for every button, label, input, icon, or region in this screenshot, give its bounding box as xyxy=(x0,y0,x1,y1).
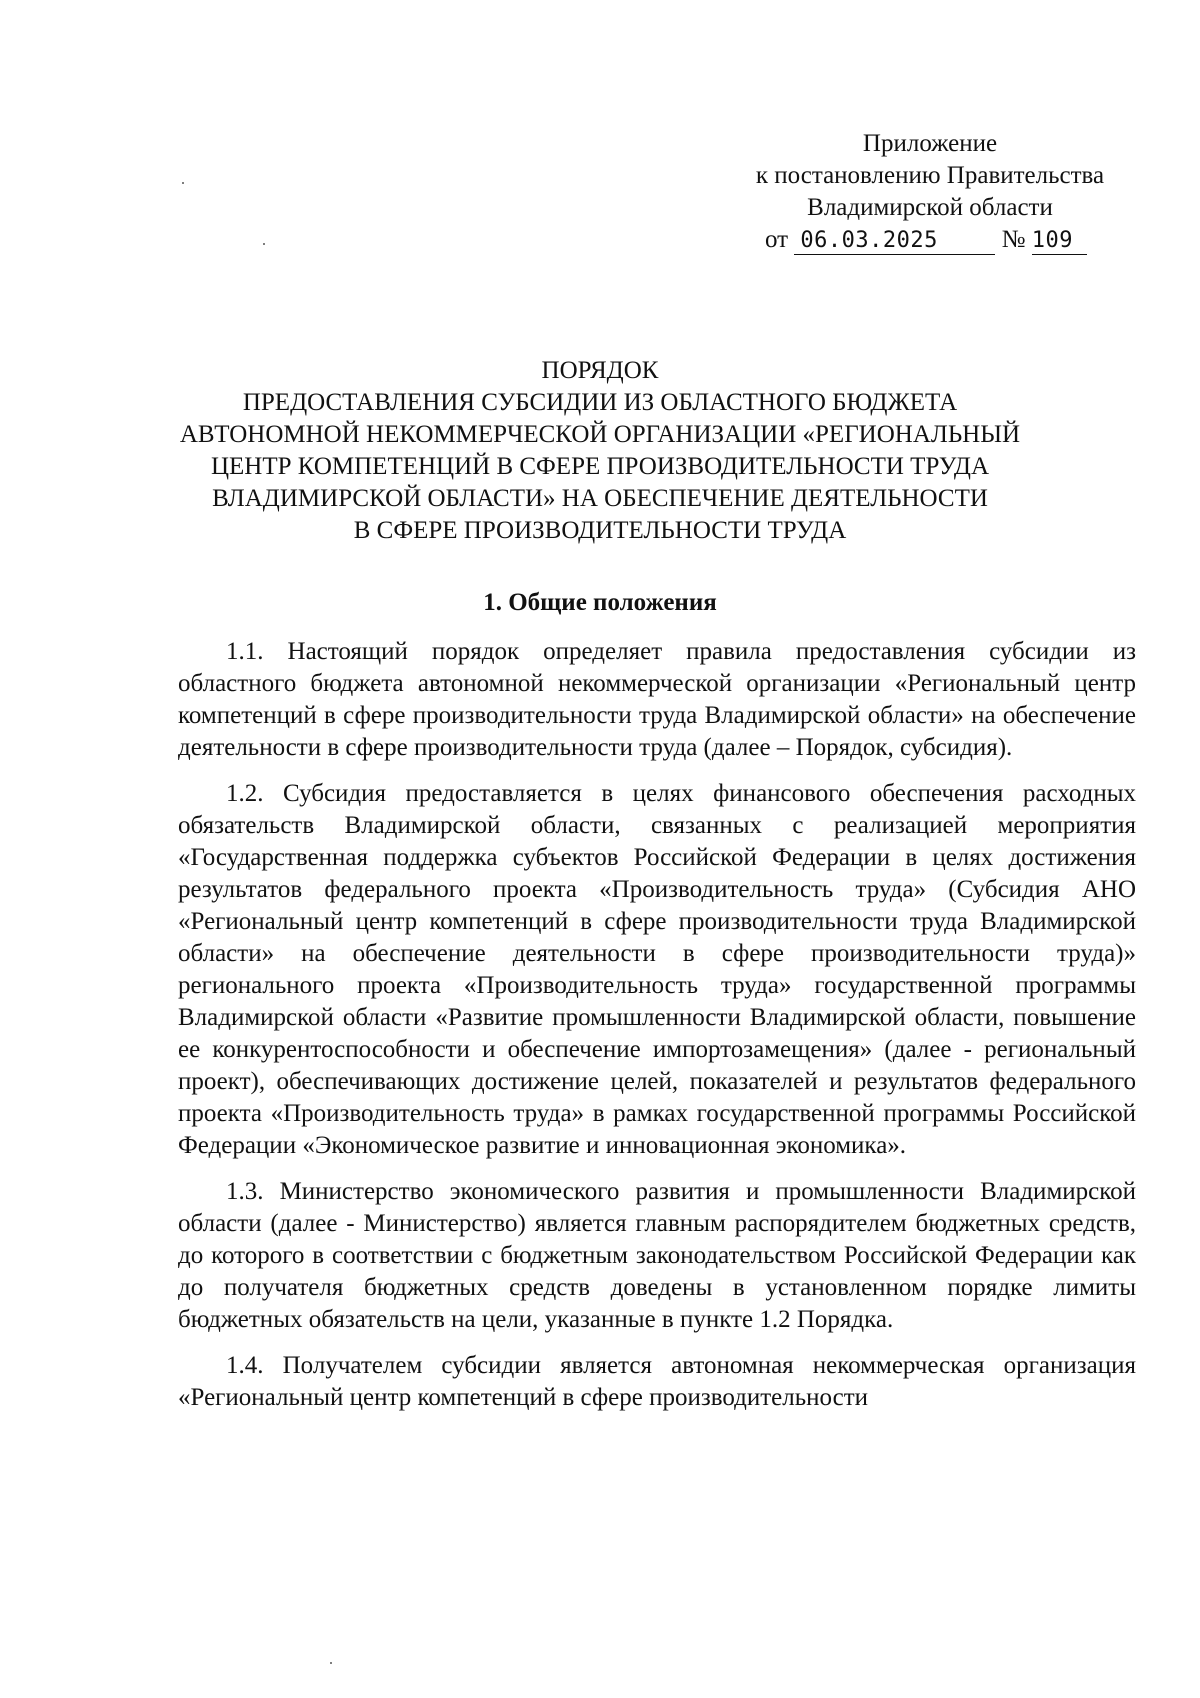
scan-speck xyxy=(263,243,265,245)
scan-speck xyxy=(182,182,184,184)
section-heading: 1. Общие положения xyxy=(483,589,717,616)
paragraph-1-1: 1.1. Настоящий порядок определяет правила предоставления субсидии из областного бюджета автономной некоммерческой организации «Региональный центр компетенций в сфере производительности труда Владимирской области» на обеспечение деятельности в сфере производительности труда (далее – Порядок, субсидия). xyxy=(178,638,1136,761)
appendix-date-number-row xyxy=(720,224,1140,256)
paragraph-1-4: 1.4. Получателем субсидии является автономная некоммерческая организация «Региональный центр компетенций в сфере производительности xyxy=(178,1352,1136,1411)
document-body xyxy=(178,636,1136,1428)
title-line: АВТОНОМНОЙ НЕКОММЕРЧЕСКОЙ ОРГАНИЗАЦИИ «РЕГИОНАЛЬНЫЙ xyxy=(179,421,1021,448)
scan-speck xyxy=(330,1662,332,1664)
appendix-label: Приложение xyxy=(862,130,998,157)
number-field: 109 xyxy=(1032,228,1087,255)
appendix-region-line: Владимирской области xyxy=(807,194,1053,221)
paragraph-1-2: 1.2. Субсидия предоставляется в целях финансового обеспечения расходных обязательств Владимирской области, связанных с реализацией мероприятия «Государственная поддержка субъектов Российской Федерации в целях достижения результатов федерального проекта «Производительность труда» (Субсидия АНО «Региональный центр компетенций в сфере производительности труда Владимирской области» на обеспечение деятельности в сфере производительности труда)» регионального проекта «Производительность труда» государственной программы Владимирской области «Развитие промышленности Владимирской области, повышение ее конкурентоспособности и обеспечение импортозамещения» (далее - региональный проект), обеспечивающих достижение целей, показателей и результатов федерального проекта «Производительность труда» в рамках государственной программы Российской Федерации «Экономическое развитие и инновационная экономика». xyxy=(178,780,1136,1159)
paragraph-1-3: 1.3. Министерство экономического развития и промышленности Владимирской области (далее - Министерство) является главным распорядителем бюджетных средств, до которого в соответствии с бюджетным законодательством Российской Федерации как до получателя бюджетных средств доведены в установленном порядке лимиты бюджетных обязательств на цели, указанные в пункте 1.2 Порядка. xyxy=(178,1178,1136,1333)
title-line: ЦЕНТР КОМПЕТЕНЦИЙ В СФЕРЕ ПРОИЗВОДИТЕЛЬНОСТИ ТРУДА xyxy=(210,453,990,480)
date-prefix: от xyxy=(765,226,789,253)
title-line: В СФЕРЕ ПРОИЗВОДИТЕЛЬНОСТИ ТРУДА xyxy=(353,517,847,544)
document-title xyxy=(150,355,1050,547)
title-line: ПРЕДОСТАВЛЕНИЯ СУБСИДИИ ИЗ ОБЛАСТНОГО БЮДЖЕТА xyxy=(242,389,958,416)
appendix-resolution-line: к постановлению Правительства xyxy=(755,162,1105,189)
date-field: 06.03.2025 xyxy=(794,228,995,255)
appendix-header xyxy=(720,128,1140,256)
title-line: ВЛАДИМИРСКОЙ ОБЛАСТИ» НА ОБЕСПЕЧЕНИЕ ДЕЯТЕЛЬНОСТИ xyxy=(212,485,988,512)
number-prefix: № xyxy=(1001,226,1026,253)
title-line: ПОРЯДОК xyxy=(541,357,659,384)
